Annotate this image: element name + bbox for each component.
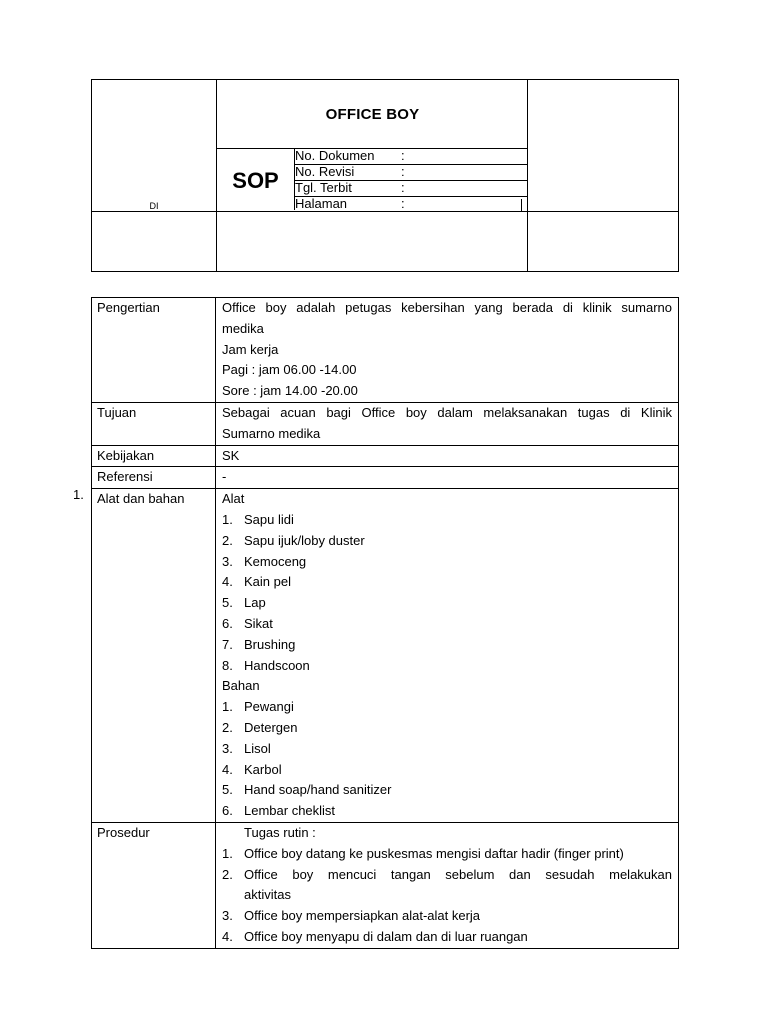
list-item: 6. Sikat xyxy=(222,615,273,631)
meta-no-dokumen xyxy=(295,149,527,165)
list-item: 1. Pewangi xyxy=(222,699,294,715)
sop-header-table xyxy=(91,79,679,272)
tujuan-line: Sumarno medika xyxy=(222,425,321,441)
list-item: 8. Handscoon xyxy=(222,657,310,673)
row-alat-bahan xyxy=(92,489,679,823)
list-item: 4. Karbol xyxy=(222,761,282,777)
row-label: Tujuan xyxy=(97,404,137,420)
row-label: Pengertian xyxy=(97,300,160,315)
row-tujuan xyxy=(92,402,679,445)
sop-content-table xyxy=(91,297,679,949)
list-item: 3. Office boy mempersiapkan alat-alat kerja xyxy=(222,908,481,924)
list-item: 2. Office boy mencuci tangan sebelum dan sesudah melakukan xyxy=(222,866,672,882)
meta-tgl-terbit xyxy=(295,181,527,197)
referensi-value: - xyxy=(222,469,227,485)
tujuan-line: Sebagai acuan bagi Office boy dalam melaksanakan tugas di Klinik xyxy=(222,404,672,420)
meta-separator: : xyxy=(401,164,405,179)
list-item: 4. Office boy menyapu di dalam dan di luar ruangan xyxy=(222,928,528,944)
pengertian-line: Office boy adalah petugas kebersihan yang berada di klinik sumarno xyxy=(222,300,672,315)
pengertian-line: medika xyxy=(222,320,264,336)
pengertian-line: Sore : jam 14.00 -20.00 xyxy=(222,383,358,399)
pengertian-line: Jam kerja xyxy=(222,341,279,357)
logo-caption: DI xyxy=(149,201,159,211)
row-kebijakan xyxy=(92,445,679,467)
list-item: 2. Sapu ijuk/loby duster xyxy=(222,532,365,548)
list-item: 7. Brushing xyxy=(222,636,296,652)
row-referensi xyxy=(92,467,679,489)
meta-label: Halaman xyxy=(295,196,348,211)
list-item-continuation: aktivitas xyxy=(244,887,291,903)
row-label: Referensi xyxy=(97,469,153,485)
list-item: 5. Lap xyxy=(222,595,266,611)
meta-separator: : xyxy=(401,148,405,163)
alat-heading: Alat xyxy=(222,491,245,507)
row-label: Alat dan bahan xyxy=(97,491,185,507)
meta-label: No. Dokumen xyxy=(295,148,375,163)
document-title: OFFICE BOY xyxy=(325,106,420,123)
row-prosedur xyxy=(92,822,679,948)
list-item: 1. Sapu lidi xyxy=(222,511,294,527)
list-item: 1. Office boy datang ke puskesmas mengisi daftar hadir (finger print) xyxy=(222,845,624,861)
list-item: 5. Hand soap/hand sanitizer xyxy=(222,782,392,798)
prosedur-heading: Tugas rutin : xyxy=(244,824,316,840)
list-item: 6. Lembar cheklist xyxy=(222,803,336,819)
meta-separator: : xyxy=(401,180,405,195)
meta-no-revisi xyxy=(295,165,527,181)
meta-halaman xyxy=(295,197,527,213)
meta-separator: : xyxy=(401,196,405,211)
row-label: Prosedur xyxy=(97,824,150,840)
text-cursor-mark xyxy=(521,199,522,211)
sop-label: SOP xyxy=(232,168,279,193)
pengertian-line: Pagi : jam 06.00 -14.00 xyxy=(222,362,357,378)
row-label: Kebijakan xyxy=(97,447,155,463)
kebijakan-value: SK xyxy=(222,447,240,463)
bahan-heading: Bahan xyxy=(222,678,260,694)
list-item: 3. Kemoceng xyxy=(222,553,307,569)
outer-list-number: 1. xyxy=(73,487,84,502)
list-item: 2. Detergen xyxy=(222,719,298,735)
row-pengertian xyxy=(92,298,679,403)
list-item: 4. Kain pel xyxy=(222,574,291,590)
meta-label: No. Revisi xyxy=(295,164,355,179)
list-item: 3. Lisol xyxy=(222,740,271,756)
meta-label: Tgl. Terbit xyxy=(295,180,352,195)
